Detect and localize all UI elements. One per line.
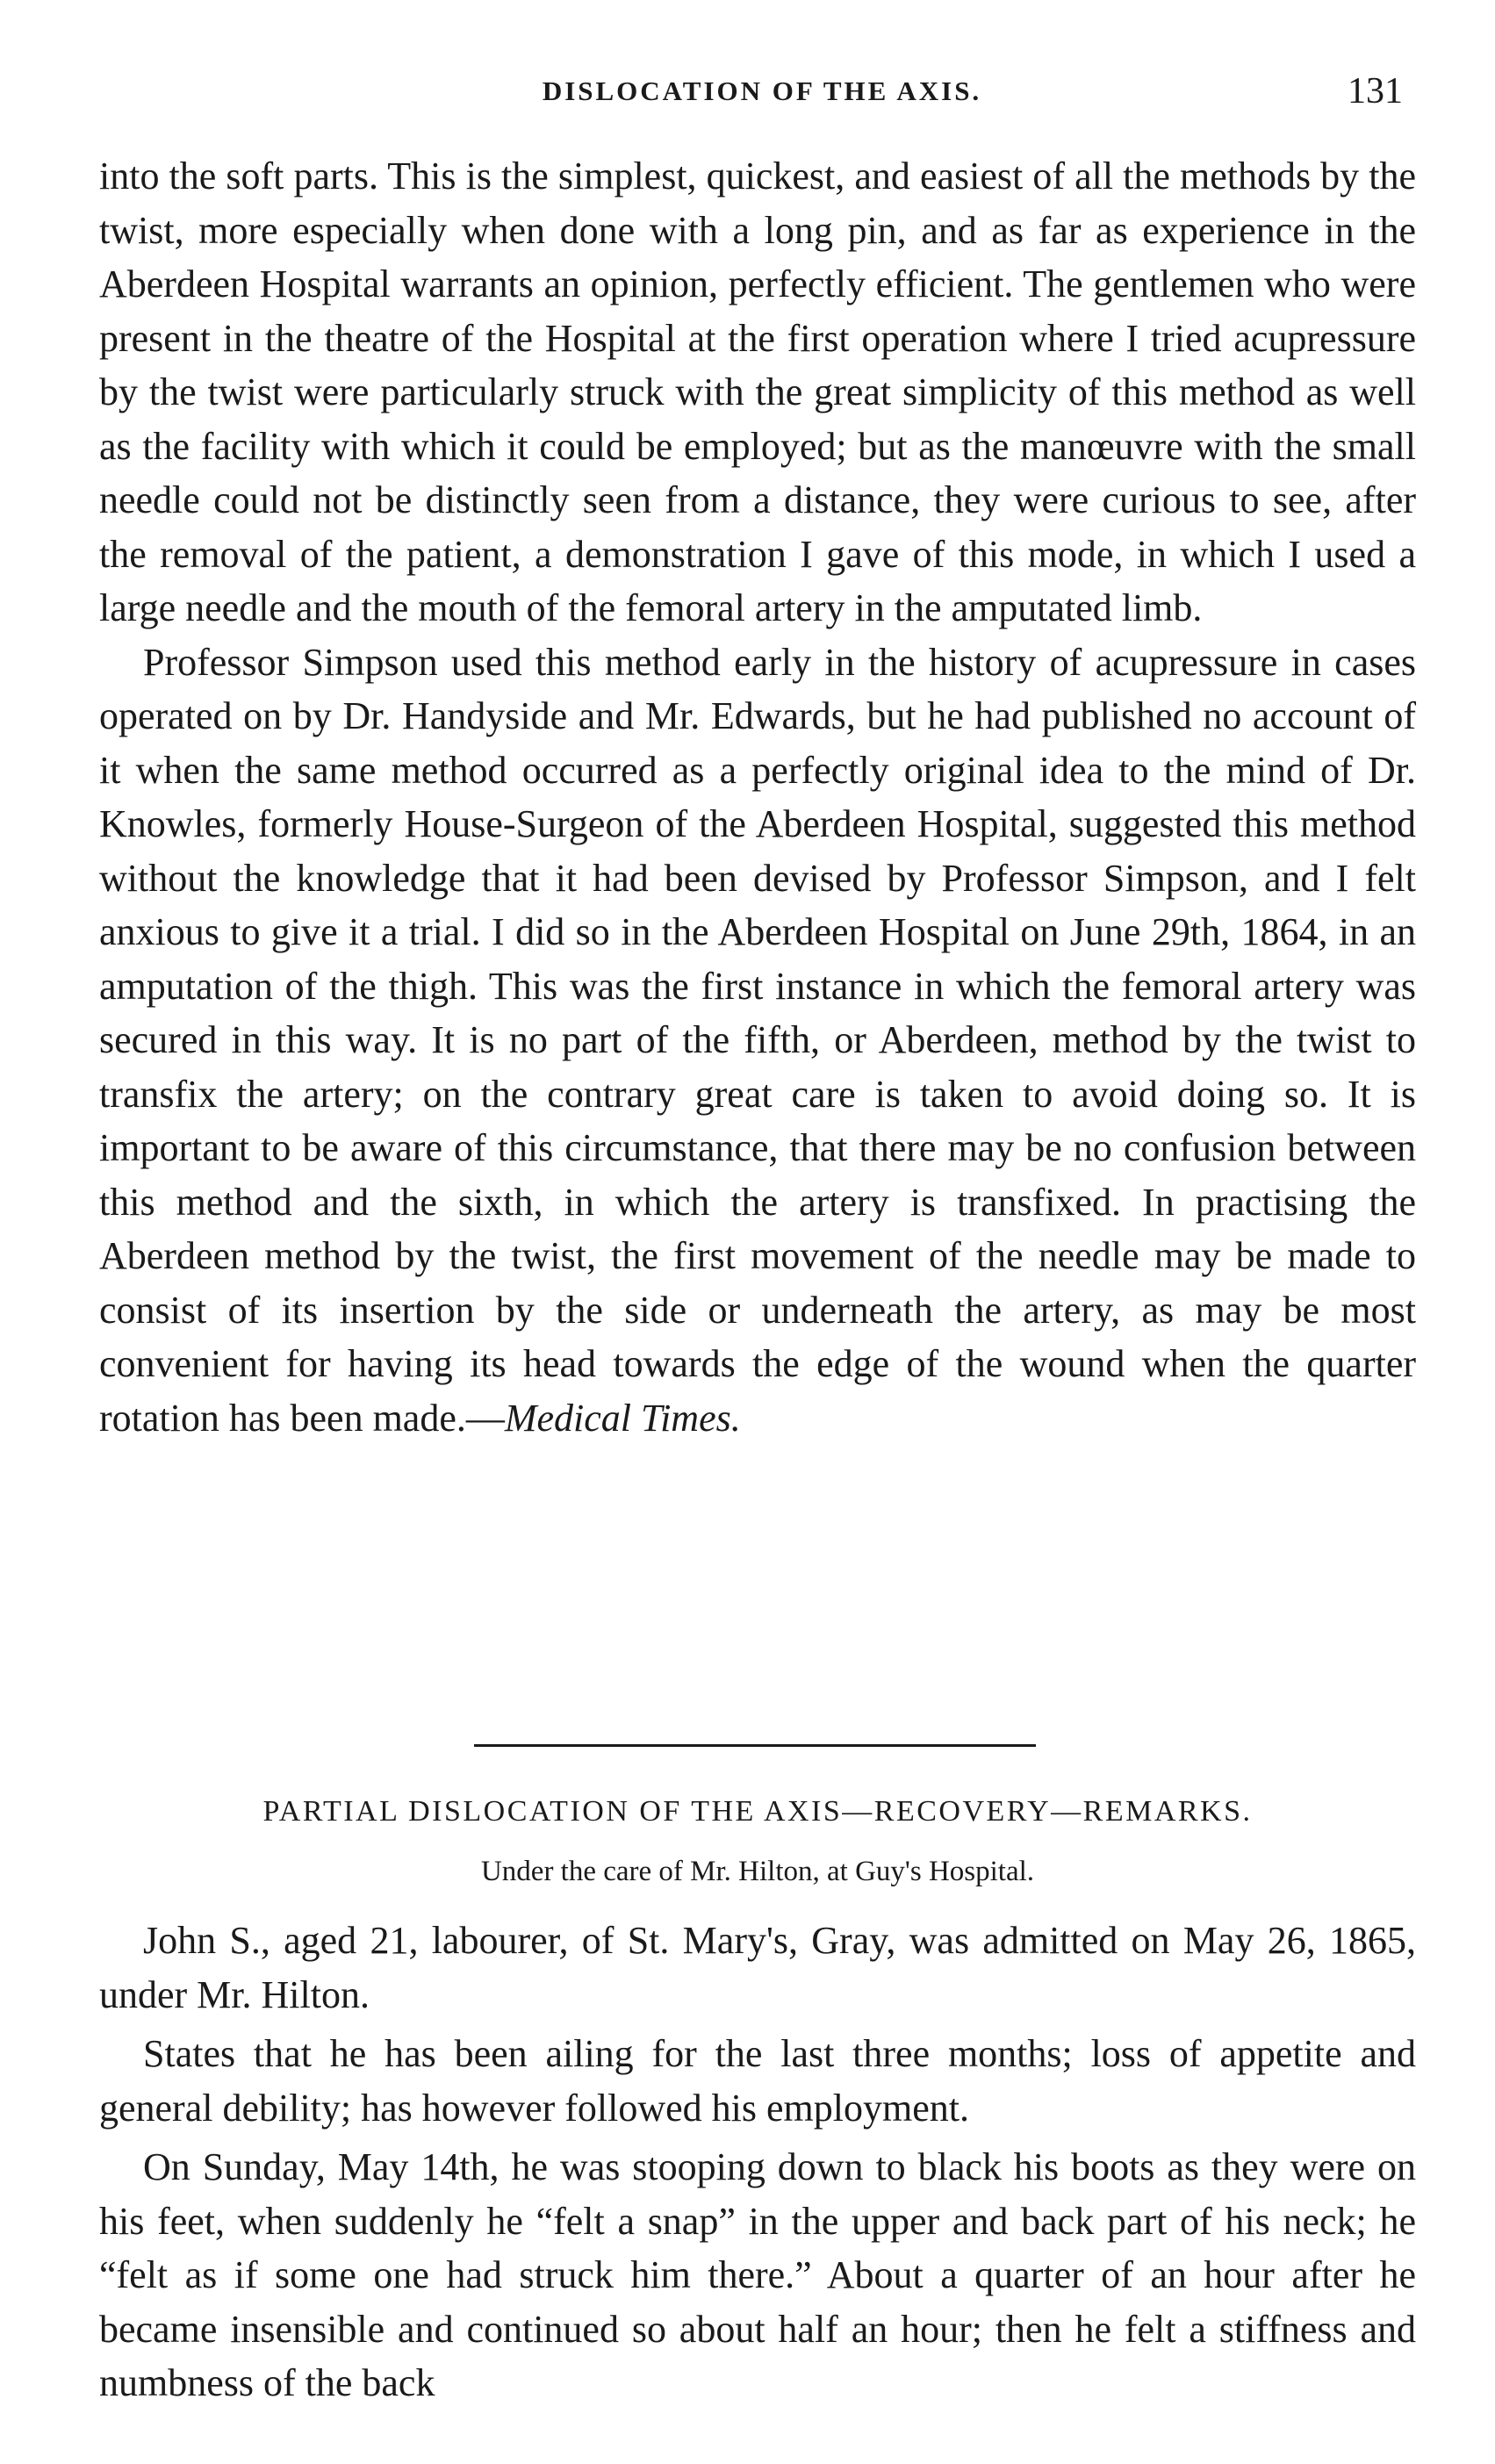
section-divider	[474, 1744, 1036, 1747]
source-citation: Medical Times.	[504, 1396, 741, 1440]
article-acupressure	[99, 149, 1416, 1445]
paragraph: into the soft parts. This is the simplest, quickest, and easiest of all the methods by the twist, more especially when done with a long pin, and as far as experience in the Aberdeen Hospital warrants an opinion, perfectly efficient. The gentlemen who were present in the theatre of the Hospital at the first operation where I tried acupressure by the twist were particularly struck with the great simplicity of this method as well as the facility with which it could be employed; but as the manœuvre with the small needle could not be distinctly seen from a distance, they were curious to see, after the removal of the patient, a demonstration I gave of this mode, in which I used a large needle and the mouth of the femoral artery in the amputated limb.	[99, 154, 1416, 629]
running-head	[104, 70, 1420, 123]
paragraph: States that he has been ailing for the last three months; loss of appetite and general debility; has however followed his employment.	[99, 2032, 1416, 2130]
page-number: 131	[1348, 71, 1403, 111]
running-title: DISLOCATION OF THE AXIS.	[542, 75, 982, 106]
paragraph: On Sunday, May 14th, he was stooping down to black his boots as they were on his feet, when suddenly he “felt a snap” in the upper and back part of his neck; he “felt as if some one had struck him there.” About a quarter of an hour after he became insensible and continued so about half an hour; then he felt a stiffness and numbness of the back	[99, 2145, 1416, 2404]
paragraph	[99, 636, 1416, 1446]
paragraph: John S., aged 21, labourer, of St. Mary's, Gray, was admitted on May 26, 1865, under Mr. Hilton.	[99, 1919, 1416, 2016]
paragraph-text: Professor Simpson used this method early in the history of acupressure in cases operated on by Dr. Handyside and Mr. Edwards, but he had published no account of it when the same method occurred as a perfectly original idea to the mind of Dr. Knowles, formerly House-Surgeon of the Aberdeen Hospital, suggested this method without the knowledge that it had been devised by Professor Simpson, and I felt anxious to give it a trial. I did so in the Aberdeen Hospital on June 29th, 1864, in an amputation of the thigh. This was the first instance in which the femoral artery was secured in this way. It is no part of the fifth, or Aberdeen, method by the twist to transfix the artery; on the contrary great care is taken to avoid doing so. It is important to be aware of this circumstance, that there may be no confusion between this method and the sixth, in which the artery is transfixed. In practising the Aberdeen method by the twist, the first movement of the needle may be made to consist of its insertion by the side or underneath the artery, as may be most convenient for having its head towards the edge of the wound when the quarter rotation has been made.—	[99, 640, 1416, 1440]
section-heading: PARTIAL DISLOCATION OF THE AXIS—RECOVERY—REMARKS.	[262, 1795, 1253, 1828]
article-dislocation	[99, 1914, 1416, 2410]
section-subheading: Under the care of Mr. Hilton, at Guy's Hospital.	[480, 1856, 1035, 1887]
